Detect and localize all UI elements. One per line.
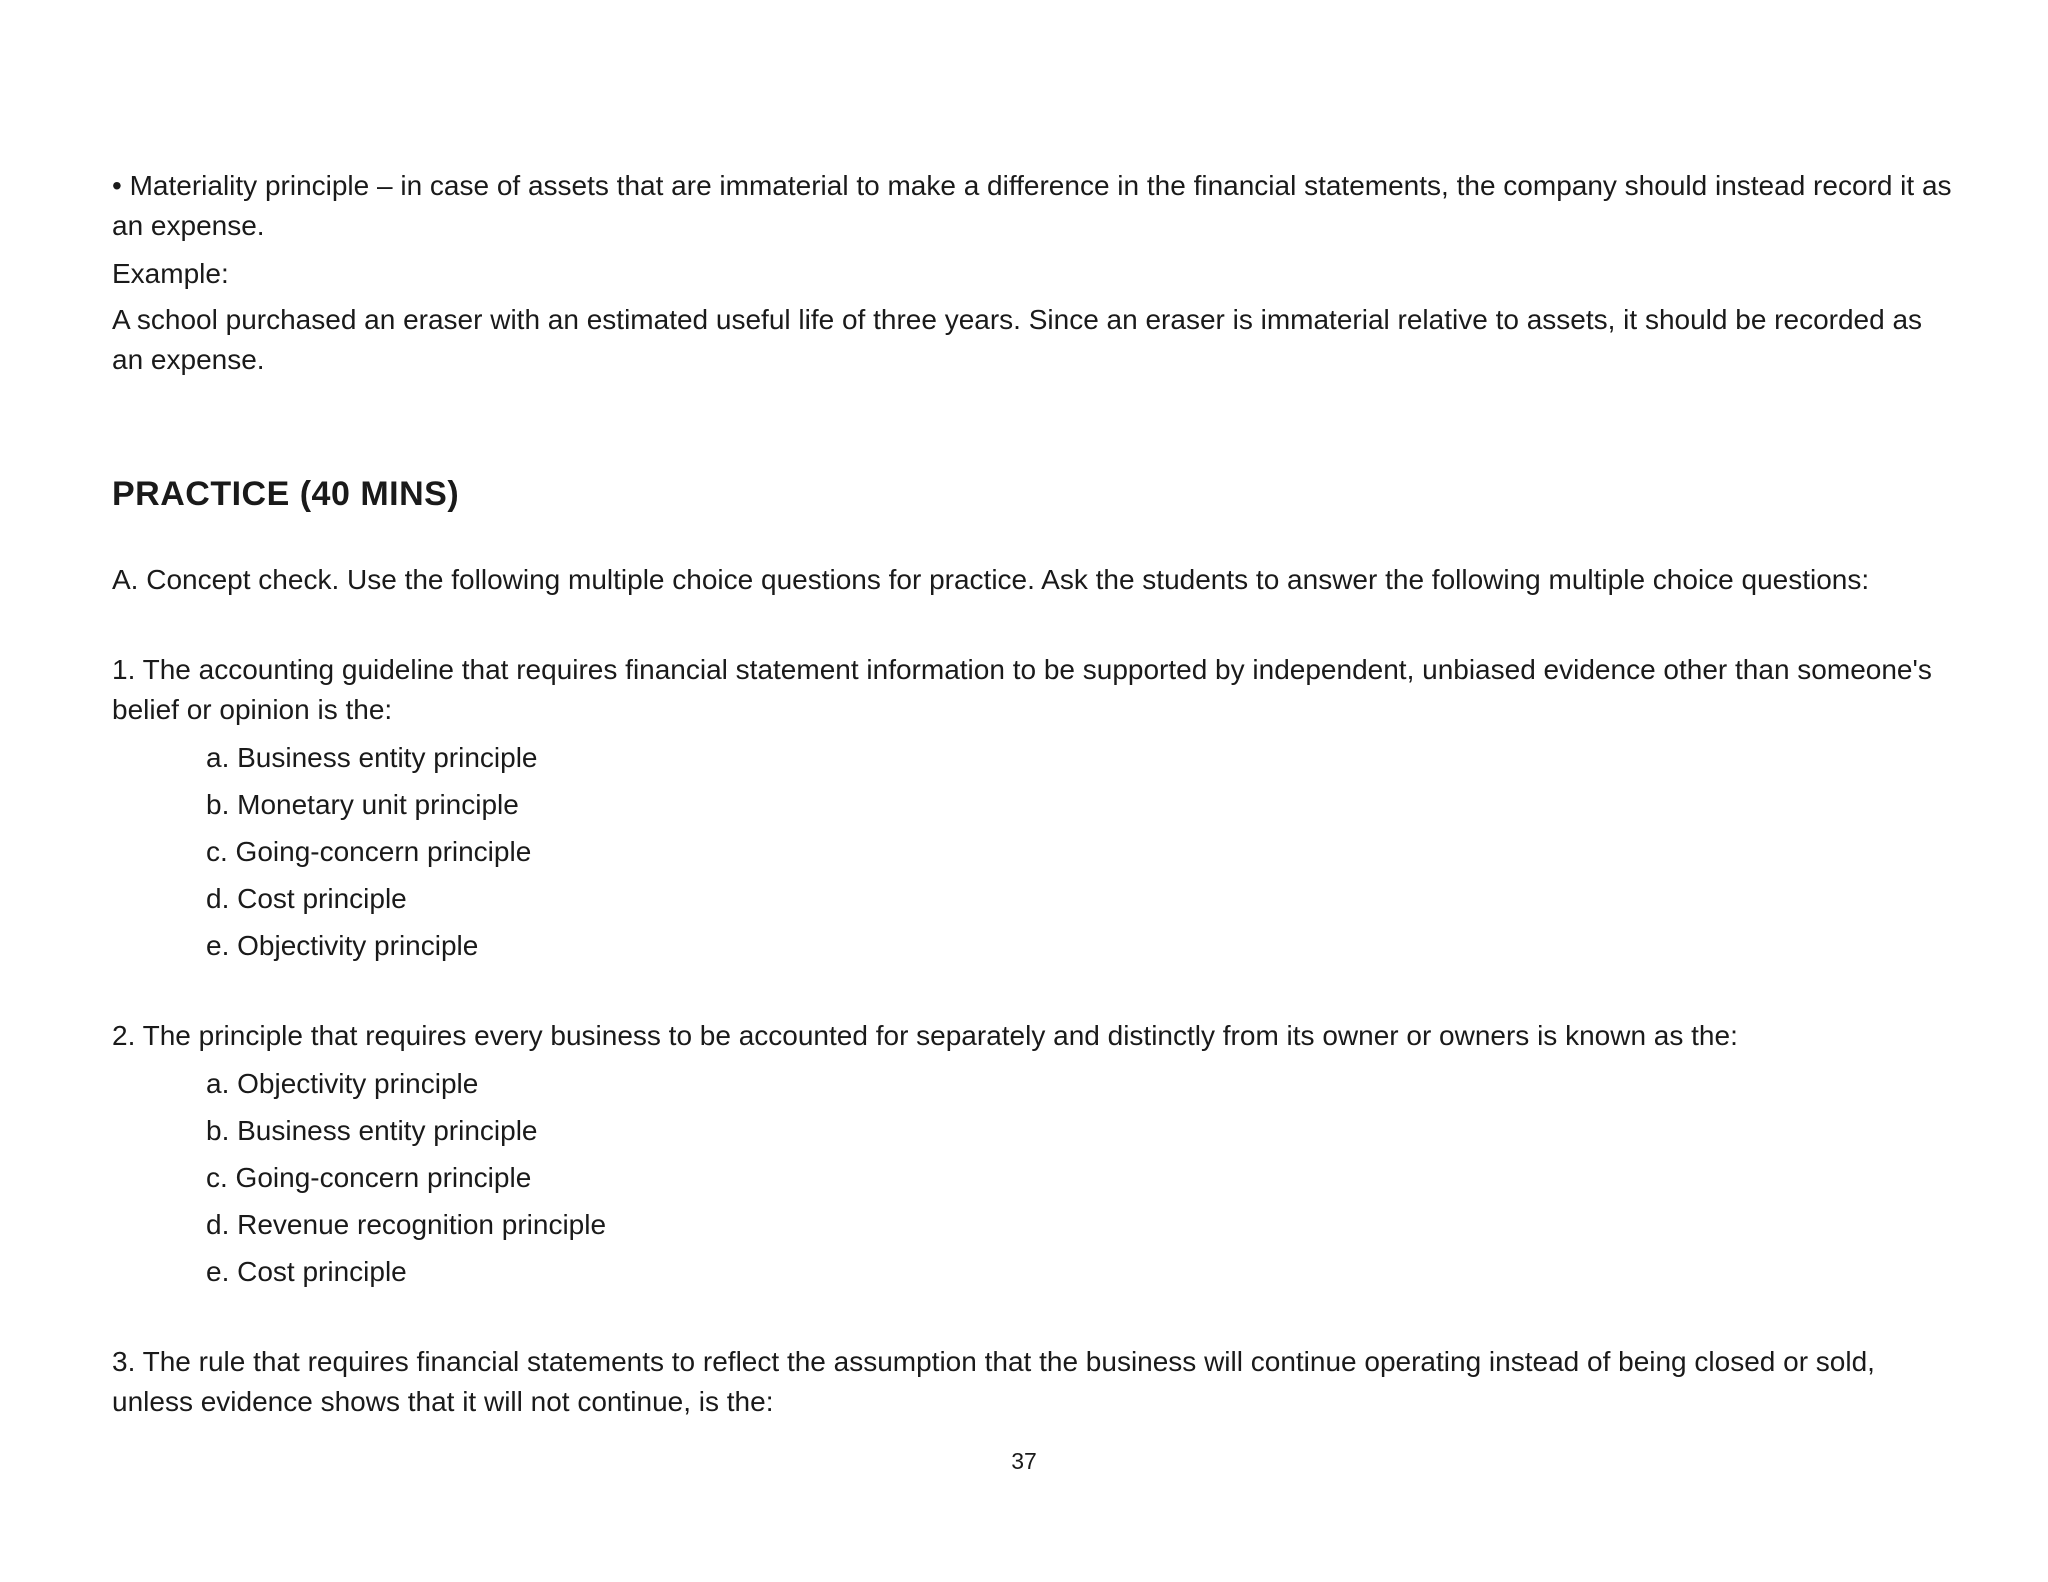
example-paragraph: A school purchased an eraser with an estimated useful life of three years. Since an eraser is immaterial relative to assets, it should be recorded as an expense. (112, 304, 1923, 375)
option-c: c. Going-concern principle (206, 836, 532, 867)
practice-heading: PRACTICE (40 MINS) (112, 475, 460, 513)
option-a: a. Objectivity principle (206, 1068, 479, 1099)
question-3 (112, 1342, 1952, 1422)
question-1 (112, 650, 1952, 966)
materiality-principle-paragraph: • Materiality principle – in case of assets that are immaterial to make a difference in the financial statements, the company should instead record it as an expense. (112, 170, 1952, 241)
option-b: b. Monetary unit principle (206, 789, 519, 820)
option-d: d. Revenue recognition principle (206, 1209, 607, 1240)
page-number: 37 (1011, 1448, 1037, 1474)
option-a: a. Business entity principle (206, 742, 538, 773)
option-b: b. Business entity principle (206, 1115, 538, 1146)
question-2 (112, 1016, 1952, 1292)
option-c: c. Going-concern principle (206, 1162, 532, 1193)
page-content (112, 166, 1952, 1422)
question-text: 3. The rule that requires financial statements to reflect the assumption that the business will continue operating instead of being closed or sold, unless evidence shows that it will not continue, is the: (112, 1346, 1875, 1417)
question-text: 1. The accounting guideline that requires financial statement information to be supported by independent, unbiased evidence other than someone's belief or opinion is the: (112, 654, 1932, 725)
question-text: 2. The principle that requires every business to be accounted for separately and distinctly from its owner or owners is known as the: (112, 1020, 1738, 1051)
option-e: e. Objectivity principle (206, 930, 479, 961)
example-label: Example: (112, 258, 229, 289)
answer-options (112, 738, 1952, 966)
option-d: d. Cost principle (206, 883, 407, 914)
answer-options (112, 1064, 1952, 1292)
option-e: e. Cost principle (206, 1256, 407, 1287)
concept-check-instruction: A. Concept check. Use the following multiple choice questions for practice. Ask the students to answer the following multiple choice questions: (112, 564, 1870, 595)
